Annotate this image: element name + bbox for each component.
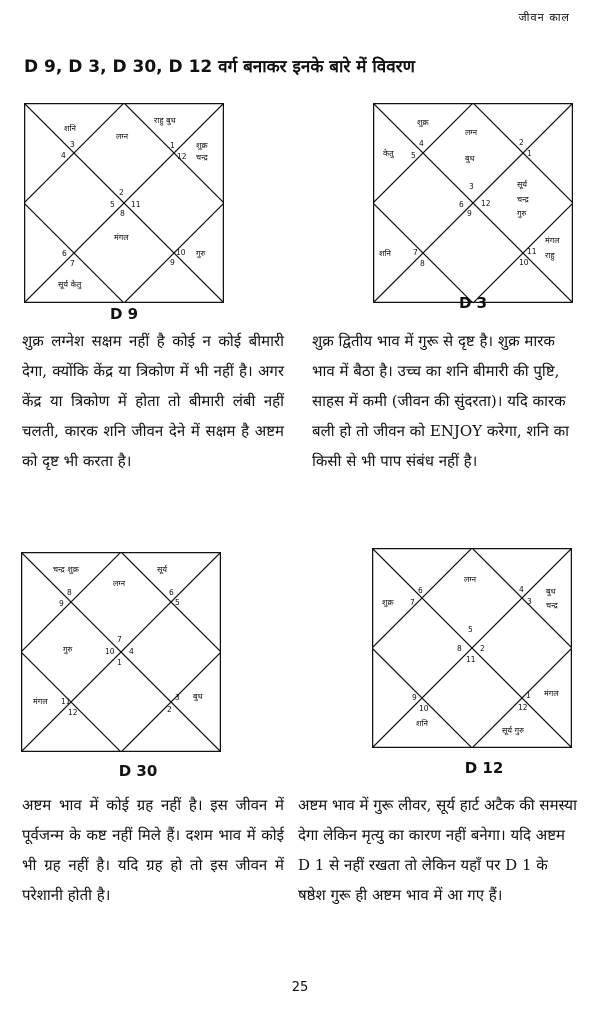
house-number: 7 <box>70 259 75 268</box>
chart-d12-caption: D 12 <box>464 759 504 777</box>
planet-label: लग्न <box>464 575 477 584</box>
planet-label: शुक्र <box>417 118 429 127</box>
house-number: 9 <box>170 258 175 267</box>
paragraph-d12: अष्टम भाव में गुरू लीवर, सूर्य हार्ट अटैक की समस्या देगा लेकिन मृत्यु का कारण नहीं बनेगा। यदि अष्टम D 1 से नहीं रखता तो लेकिन यहाँ पर D 1 के षष्ठेश गुरू ही अष्टम भाव में आ गए हैं। <box>298 796 577 904</box>
planet-label: गुरु <box>63 645 73 654</box>
planet-label: बुध <box>546 587 556 596</box>
page-number: 25 <box>291 980 309 995</box>
planet-label: मंगल <box>33 697 48 706</box>
house-number: 3 <box>469 182 474 191</box>
house-number: 4 <box>61 151 66 160</box>
house-number: 3 <box>527 597 532 606</box>
chart-d3 <box>373 103 573 303</box>
planet-label: सूर्य <box>157 565 168 574</box>
house-number: 11 <box>61 697 71 706</box>
planet-label: चन्द्र <box>196 153 208 162</box>
house-number: 1 <box>526 691 531 700</box>
chart-d12 <box>372 548 572 748</box>
house-number: 10 <box>519 258 529 267</box>
planet-label: राहु बुध <box>154 116 176 125</box>
house-number: 7 <box>413 248 418 257</box>
house-number: 12 <box>177 152 187 161</box>
house-number: 5 <box>468 625 473 634</box>
house-number: 7 <box>410 598 415 607</box>
house-number: 1 <box>527 149 532 158</box>
chart-d3-caption: D 3 <box>458 294 488 312</box>
house-number: 5 <box>175 598 180 607</box>
running-header: जीवन काल <box>518 11 570 24</box>
house-number: 11 <box>527 247 537 256</box>
house-number: 10 <box>176 248 186 257</box>
chart-d30-caption: D 30 <box>118 762 158 780</box>
house-number: 12 <box>518 703 528 712</box>
house-number: 2 <box>480 644 485 653</box>
planet-label: लग्न <box>116 132 129 141</box>
chart-d9-caption: D 9 <box>109 305 139 323</box>
planet-label: गुरु <box>517 209 527 218</box>
planet-label: मंगल <box>114 233 129 242</box>
planet-label: बुध <box>465 154 475 163</box>
planet-label: गुरु <box>196 249 206 258</box>
house-number: 6 <box>62 249 67 258</box>
planet-label: राहु <box>545 251 555 260</box>
house-number: 4 <box>419 139 424 148</box>
page-title: D 9, D 3, D 30, D 12 वर्ग बनाकर इनके बारे में विवरण <box>24 57 415 77</box>
planet-label: सूर्य गुरु <box>502 726 524 735</box>
planet-label: लग्न <box>465 128 478 137</box>
planet-label: सूर्य <box>517 180 528 189</box>
house-number: 1 <box>117 658 122 667</box>
planet-label: सूर्य केतु <box>58 280 82 289</box>
planet-label: चन्द्र <box>517 195 529 204</box>
house-number: 5 <box>411 151 416 160</box>
house-number: 5 <box>110 200 115 209</box>
house-number: 9 <box>412 693 417 702</box>
house-number: 6 <box>169 588 174 597</box>
chart-d12-diagram <box>372 548 572 748</box>
planet-label: शुक्र <box>382 598 394 607</box>
planet-label: लग्न <box>113 579 126 588</box>
house-number: 8 <box>120 209 125 218</box>
planet-label: बुध <box>193 692 203 701</box>
planet-label: शनि <box>379 249 391 258</box>
planet-label: शनि <box>416 719 428 728</box>
house-number: 8 <box>457 644 462 653</box>
house-number: 4 <box>129 647 134 656</box>
chart-d30 <box>21 552 221 752</box>
planet-label: चन्द्र <box>546 601 558 610</box>
planet-label: मंगल <box>544 689 559 698</box>
house-number: 6 <box>418 586 423 595</box>
house-number: 2 <box>119 188 124 197</box>
planet-label: केतु <box>383 149 394 158</box>
planet-label: शुक्र <box>196 141 208 150</box>
paragraph-d3: शुक्र द्वितीय भाव में गुरू से दृष्ट है। शुक्र मारक भाव में बैठा है। उच्च का शनि बीमारी की पुष्टि, साहस में कमी (जीवन की सुंदरता)। यदि कारक बली हो तो जीवन को ENJOY करेगा, शनि का किसी से भी पाप संबंध नहीं है। <box>312 332 569 470</box>
chart-d3-diagram <box>373 103 573 303</box>
planet-label: मंगल <box>545 236 560 245</box>
chart-d30-diagram <box>21 552 221 752</box>
house-number: 6 <box>459 200 464 209</box>
house-number: 3 <box>175 693 180 702</box>
house-number: 10 <box>419 704 429 713</box>
house-number: 12 <box>68 708 78 717</box>
paragraph-d30: अष्टम भाव में कोई ग्रह नहीं है। इस जीवन में पूर्वजन्म के कष्ट नहीं मिले हैं। दशम भाव में कोई भी ग्रह नहीं है। यदि ग्रह हो तो इस जीवन में परेशानी होती है। <box>22 796 284 904</box>
house-number: 8 <box>420 259 425 268</box>
house-number: 1 <box>170 141 175 150</box>
house-number: 9 <box>59 599 64 608</box>
house-number: 3 <box>70 140 75 149</box>
house-number: 12 <box>481 199 491 208</box>
house-number: 2 <box>519 138 524 147</box>
house-number: 7 <box>117 635 122 644</box>
house-number: 9 <box>467 209 472 218</box>
house-number: 8 <box>67 588 72 597</box>
paragraph-d9: शुक्र लग्नेश सक्षम नहीं है कोई न कोई बीमारी देगा, क्योंकि केंद्र या त्रिकोण में भी नहीं है। अगर केंद्र या त्रिकोण में होता तो बीमारी लंबी नहीं चलती, कारक शनि जीवन देने में सक्षम है अष्टम को दृष्ट भी करता है। <box>22 332 284 470</box>
chart-d9 <box>24 103 224 303</box>
house-number: 11 <box>466 655 476 664</box>
house-number: 10 <box>105 647 115 656</box>
planet-label: शनि <box>64 124 76 133</box>
chart-d9-diagram <box>24 103 224 303</box>
house-number: 11 <box>131 200 141 209</box>
house-number: 4 <box>519 585 524 594</box>
planet-label: चन्द्र शुक्र <box>53 565 79 574</box>
house-number: 2 <box>167 705 172 714</box>
